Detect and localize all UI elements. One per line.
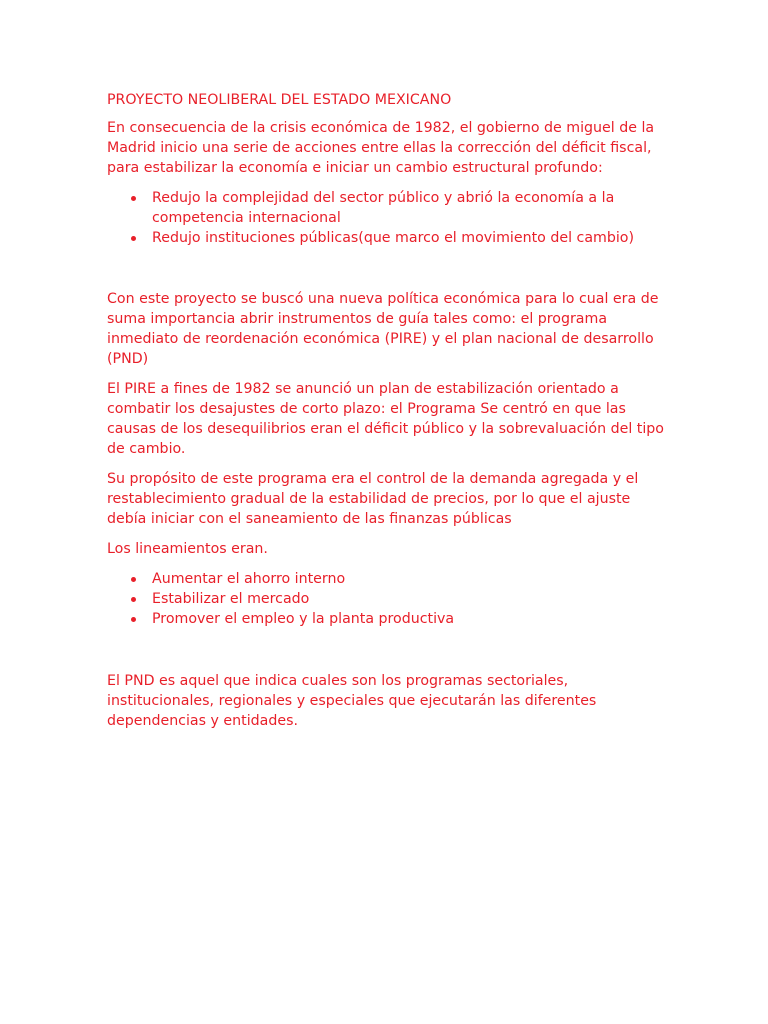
list-item-text: Promover el empleo y la planta productiva [152, 611, 455, 627]
list-item [107, 188, 667, 228]
document-page [107, 90, 667, 741]
guidelines-list [107, 569, 667, 629]
list-item-text: Aumentar el ahorro interno [152, 571, 346, 587]
actions-list [107, 188, 667, 248]
bullet-icon [131, 577, 136, 582]
blank-line [107, 258, 667, 289]
guidelines-heading: Los lineamientos eran. [107, 541, 268, 557]
document-title: PROYECTO NEOLIBERAL DEL ESTADO MEXICANO [107, 92, 452, 108]
policy-paragraph: Con este proyecto se buscó una nueva política económica para lo cual era de suma importancia abrir instrumentos de guía tales como: el programa inmediato de reordenación económica (PIRE) y el plan nacional de desarrollo (PND) [107, 291, 659, 367]
list-item [107, 228, 667, 248]
intro-paragraph: En consecuencia de la crisis económica de 1982, el gobierno de miguel de la Madrid inicio una serie de acciones entre ellas la corrección del déficit fiscal, para estabilizar la economía e iniciar un cambio estructural profundo: [107, 120, 655, 176]
list-item [107, 609, 667, 629]
pnd-paragraph: El PND es aquel que indica cuales son los programas sectoriales, institucionales, regionales y especiales que ejecutarán las diferentes dependencias y entidades. [107, 673, 597, 729]
list-item-text: Redujo instituciones públicas(que marco el movimiento del cambio) [152, 230, 634, 246]
list-item [107, 589, 667, 609]
blank-line [107, 639, 667, 671]
bullet-icon [131, 196, 136, 201]
bullet-icon [131, 617, 136, 622]
pire-paragraph: El PIRE a fines de 1982 se anunció un plan de estabilización orientado a combatir los desajustes de corto plazo: el Programa Se centró en que las causas de los desequilibrios eran el déficit público y la sobrevaluación del tipo de cambio. [107, 381, 664, 457]
list-item [107, 569, 667, 589]
list-item-text: Estabilizar el mercado [152, 591, 310, 607]
bullet-icon [131, 236, 136, 241]
list-item-text: Redujo la complejidad del sector público y abrió la economía a la competencia internacional [152, 190, 615, 226]
bullet-icon [131, 597, 136, 602]
purpose-paragraph: Su propósito de este programa era el control de la demanda agregada y el restablecimiento gradual de la estabilidad de precios, por lo que el ajuste debía iniciar con el saneamiento de las finanzas públicas [107, 471, 639, 527]
